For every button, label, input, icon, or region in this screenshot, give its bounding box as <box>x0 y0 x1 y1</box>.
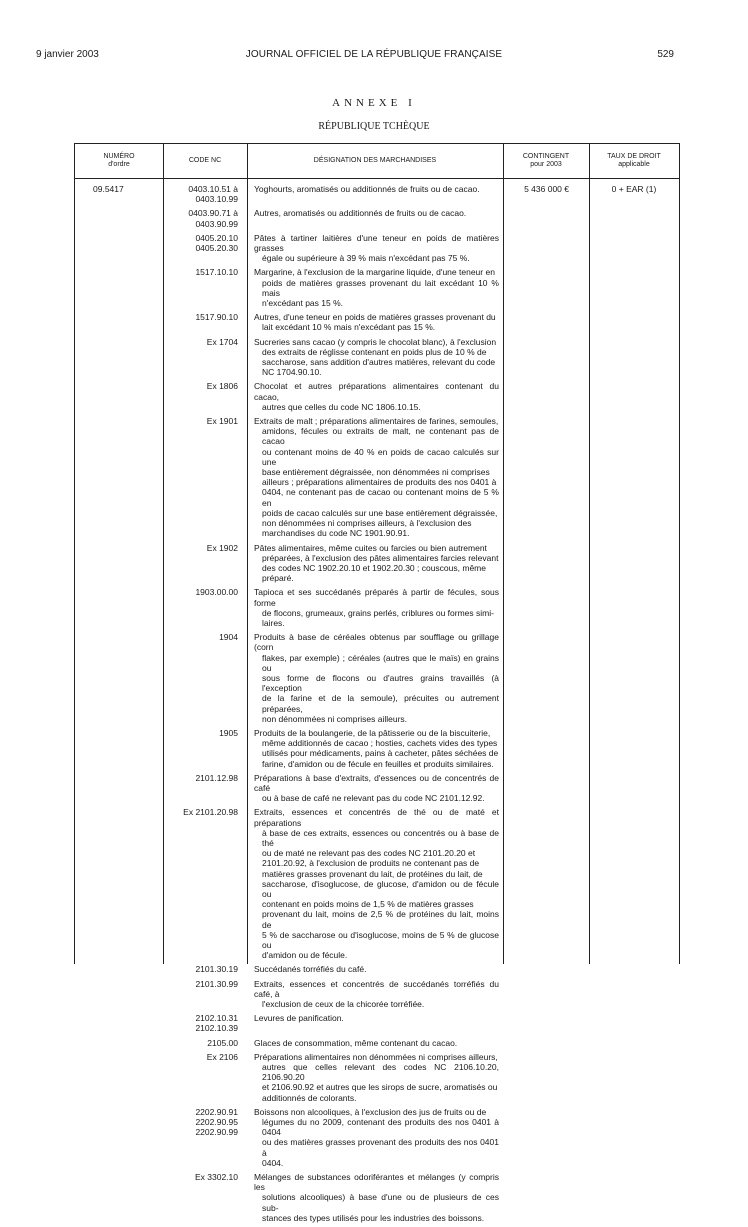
nc-code <box>163 773 247 804</box>
duty-rate <box>589 312 679 332</box>
column-header-numero: NUMÉRO d'ordre <box>103 153 135 168</box>
description-line: de la farine et de la semoule), précuites ou autrement préparées, <box>262 693 499 714</box>
nc-code <box>163 312 247 332</box>
duty-rate <box>589 381 679 412</box>
duty-rate <box>589 543 679 584</box>
table-row <box>75 184 679 204</box>
duty-rate <box>589 1013 679 1033</box>
order-number: 09.5417 <box>93 184 124 194</box>
order-number <box>75 807 163 960</box>
description-line: laires. <box>262 617 285 628</box>
description-line: Extraits, essences et concentrés de succédanés torréfiés du café, à <box>254 978 499 999</box>
description-line: 2101.20.92, à l'exclusion de produits ne contenant pas de <box>262 858 480 869</box>
nc-code <box>163 979 247 1010</box>
nc-code-line: 2101.30.19 <box>195 964 238 975</box>
quota-amount <box>503 381 589 412</box>
duty-rate <box>589 267 679 308</box>
order-number <box>75 543 163 584</box>
description-line: Glaces de consommation, même contenant du cacao. <box>254 1037 458 1048</box>
goods-description <box>247 728 503 769</box>
description-line: base entièrement dégraissée, non dénommées ni comprises <box>262 467 490 478</box>
description-line: Levures de panification. <box>254 1013 344 1024</box>
description-line: préparées, à l'exclusion des pâtes alimentaires farcies relevant <box>262 552 499 563</box>
duty-rate <box>589 587 679 628</box>
description-line: ou de maté ne relevant pas des codes NC 2101.20.20 et <box>262 848 476 859</box>
nc-code <box>163 728 247 769</box>
description-line: légumes du no 2009, contenant des produits des nos 0401 à 0404 <box>262 1117 499 1138</box>
goods-description <box>247 964 503 974</box>
goods-description <box>247 632 503 724</box>
nc-code <box>163 587 247 628</box>
description-line: poids de matières grasses provenant du lait excédant 10 % mais <box>262 277 499 298</box>
description-line: Mélanges de substances odoriférantes et mélanges (y compris les <box>254 1172 499 1193</box>
description-line: autres que celles du code NC 1806.10.15. <box>262 401 421 412</box>
nc-code-line: 2105.00 <box>207 1037 238 1048</box>
annexe-heading: ANNEXE I <box>332 97 416 109</box>
nc-code <box>163 337 247 378</box>
goods-description <box>247 381 503 412</box>
table-row <box>75 632 679 724</box>
nc-code-line: 1904 <box>219 632 238 643</box>
description-line: Tapioca et ses succédanés préparés à partir de fécules, sous forme <box>254 587 499 608</box>
description-line: non dénommées ni comprises ailleurs, à l'exclusion des <box>262 518 472 529</box>
nc-code-line: 0403.10.99 <box>195 194 238 205</box>
duty-rate <box>589 964 679 974</box>
nc-code-line: 2102.10.39 <box>195 1023 238 1034</box>
description-line: non dénommées ni comprises ailleurs. <box>262 713 408 724</box>
table-row <box>75 964 679 974</box>
quota-amount <box>503 267 589 308</box>
order-number <box>75 1013 163 1033</box>
page-number: 529 <box>657 49 674 60</box>
description-line: Succédanés torréfiés du café. <box>254 964 367 975</box>
description-line: Préparations à base d'extraits, d'essences ou de concentrés de café <box>254 772 499 793</box>
description-line: Autres, aromatisés ou additionnés de fruits ou de cacao. <box>254 208 467 219</box>
description-line: 0404, ne contenant pas de cacao ou contenant moins de 5 % en <box>262 487 499 508</box>
order-number <box>75 587 163 628</box>
quota-amount <box>503 587 589 628</box>
table-row <box>75 267 679 308</box>
description-line: stances des types utilisés pour les industries des boissons. <box>262 1212 485 1223</box>
description-line: Pâtes alimentaires, même cuites ou farcies ou bien autrement <box>254 542 487 553</box>
goods-description <box>247 1052 503 1103</box>
description-line: contenant en poids moins de 1,5 % de matières grasses <box>262 899 474 910</box>
description-line: d'amidon ou de fécule. <box>262 950 348 961</box>
quota-amount <box>503 979 589 1010</box>
table-row <box>75 1038 679 1048</box>
description-line: NC 1704.90.10. <box>262 367 322 378</box>
nc-code-line: Ex 1704 <box>206 336 238 347</box>
table-body <box>75 184 679 1227</box>
duty-rate <box>589 979 679 1010</box>
nc-code-line: Ex 3302.10 <box>194 1172 238 1183</box>
goods-description <box>247 1038 503 1048</box>
nc-code <box>163 184 247 204</box>
duty-rate <box>589 337 679 378</box>
header-date: 9 janvier 2003 <box>36 49 99 60</box>
description-line: farine, d'amidon ou de fécule en feuilles et produits similaires. <box>262 758 494 769</box>
description-line: 5 % de saccharose ou d'isoglucose, moins de 5 % de glucose ou <box>262 929 499 951</box>
nc-code-line: 2101.12.98 <box>195 772 238 783</box>
nc-code <box>163 807 247 960</box>
quota-amount <box>503 1107 589 1168</box>
goods-description <box>247 543 503 584</box>
quota-amount <box>503 337 589 378</box>
description-line: Chocolat et autres préparations alimentaires contenant du cacao, <box>254 381 499 402</box>
nc-code-line: 2202.90.99 <box>195 1127 238 1138</box>
goods-description <box>247 337 503 378</box>
goods-description <box>247 233 503 264</box>
table-row <box>75 1107 679 1168</box>
nc-code-line: 1905 <box>219 727 238 738</box>
description-line: des extraits de réglisse contenant en poids plus de 10 % de <box>262 346 487 357</box>
quota-amount <box>503 233 589 264</box>
order-number <box>75 773 163 804</box>
table-row <box>75 208 679 228</box>
goods-description <box>247 1172 503 1223</box>
quota-amount <box>503 1172 589 1223</box>
goods-description <box>247 587 503 628</box>
duty-rate <box>589 807 679 960</box>
nc-code <box>163 1013 247 1033</box>
table-row <box>75 773 679 804</box>
quota-amount <box>503 416 589 538</box>
nc-code-line: 0405.20.10 <box>195 232 238 243</box>
description-line: Pâtes à tartiner laitières d'une teneur en poids de matières grasses <box>254 232 499 254</box>
quota-amount <box>503 964 589 974</box>
journal-title: JOURNAL OFFICIEL DE LA RÉPUBLIQUE FRANÇAISE <box>245 49 503 60</box>
description-line: sous forme de flocons ou d'autres grains travaillés (à l'exception <box>262 672 499 694</box>
quota-amount <box>503 773 589 804</box>
nc-code-line: Ex 1902 <box>206 542 238 553</box>
quota-amount <box>503 1052 589 1103</box>
nc-code-line: Ex 2106 <box>206 1051 238 1062</box>
nc-code-line: 0403.10.51 à <box>188 184 238 194</box>
description-line: Margarine, à l'exclusion de la margarine liquide, d'une teneur en <box>254 267 495 278</box>
duty-rate: 0 + EAR (1) <box>611 184 657 194</box>
description-line: à base de ces extraits, essences ou concentrés ou à base de thé <box>262 827 499 848</box>
nc-code-line: Ex 1806 <box>206 381 238 392</box>
nc-code-line: 1903.00.00 <box>195 587 238 598</box>
nc-code-line: 0405.20.30 <box>195 243 238 254</box>
goods-description <box>247 1107 503 1168</box>
description-line: Sucreries sans cacao (y compris le chocolat blanc), à l'exclusion <box>254 336 497 347</box>
nc-code-line: 2202.90.95 <box>195 1117 238 1128</box>
description-line: Extraits de malt ; préparations alimentaires de farines, semoules, <box>254 416 499 427</box>
nc-code <box>163 964 247 974</box>
description-line: Préparations alimentaires non dénommées ni comprises ailleurs, <box>254 1051 498 1062</box>
table-row <box>75 979 679 1010</box>
quota-amount <box>503 208 589 228</box>
column-header-code: CODE NC <box>188 157 222 164</box>
nc-code-line: 2101.30.99 <box>195 978 238 989</box>
description-line: l'exclusion de ceux de la chicorée torréfiée. <box>262 999 425 1010</box>
column-header-taux: TAUX DE DROIT applicable <box>607 153 661 168</box>
quota-amount <box>503 728 589 769</box>
description-line: 0404. <box>262 1157 284 1168</box>
order-number <box>75 1107 163 1168</box>
goods-description <box>247 312 503 332</box>
table-row <box>75 587 679 628</box>
nc-code-line: 2202.90.91 <box>195 1106 238 1117</box>
description-line: Yoghourts, aromatisés ou additionnés de fruits ou de cacao. <box>254 184 480 194</box>
description-line: Produits à base de céréales obtenus par soufflage ou grillage (corn <box>254 632 499 653</box>
order-number <box>75 964 163 974</box>
column-header-contingent: CONTINGENT pour 2003 <box>522 153 570 168</box>
description-line: saccharose, d'isoglucose, de glucose, d'amidon ou de fécule ou <box>262 878 499 899</box>
duty-rate <box>589 416 679 538</box>
country-heading: RÉPUBLIQUE TCHÈQUE <box>318 121 430 132</box>
description-line: provenant du lait, moins de 2,5 % de protéines du lait, moins de <box>262 909 499 930</box>
description-line: solutions alcooliques) à base d'une ou de plusieurs de ces sub- <box>262 1192 499 1213</box>
duty-rate <box>589 728 679 769</box>
nc-code-line: 2102.10.31 <box>195 1013 238 1024</box>
quota-amount <box>503 1013 589 1033</box>
description-line: amidons, fécules ou extraits de malt, ne contenant pas de cacao <box>262 426 499 447</box>
order-number <box>75 728 163 769</box>
column-header-designation: DÉSIGNATION DES MARCHANDISES <box>313 157 437 164</box>
order-number <box>75 1172 163 1223</box>
description-line: ou des matières grasses provenant des produits des nos 0401 à <box>262 1137 499 1158</box>
duty-rate <box>589 632 679 724</box>
description-line: Extraits, essences et concentrés de thé ou de maté et préparations <box>254 807 499 828</box>
nc-code <box>163 208 247 228</box>
nc-code <box>163 543 247 584</box>
table-row <box>75 543 679 584</box>
quota-amount <box>503 807 589 960</box>
nc-code-line: 0403.90.71 à <box>188 208 238 219</box>
description-line: et 2106.90.92 et autres que les sirops de sucre, aromatisés ou <box>262 1082 498 1093</box>
goods-description <box>247 416 503 538</box>
order-number <box>75 312 163 332</box>
table-row <box>75 1172 679 1223</box>
goods-description <box>247 267 503 308</box>
nc-code <box>163 381 247 412</box>
description-line: ailleurs ; préparations alimentaires de produits des nos 0401 à <box>262 477 497 488</box>
goods-description <box>247 807 503 960</box>
quota-amount <box>503 1038 589 1048</box>
header-divider <box>75 178 679 179</box>
goods-description <box>247 208 503 228</box>
nc-code-line: Ex 1901 <box>206 416 238 427</box>
description-line: Produits de la boulangerie, de la pâtisserie ou de la biscuiterie, <box>254 727 491 738</box>
nc-code-line: Ex 2101.20.98 <box>183 807 238 818</box>
table-row <box>75 233 679 264</box>
table-row <box>75 728 679 769</box>
description-line: Boissons non alcooliques, à l'exclusion des jus de fruits ou de <box>254 1106 487 1117</box>
duty-rate <box>589 1052 679 1103</box>
description-line: même additionnés de cacao ; hosties, cachets vides des types <box>262 738 498 749</box>
nc-code-line: 0403.90.99 <box>195 218 238 229</box>
description-line: égale ou supérieure à 39 % mais n'excédant pas 75 %. <box>262 253 470 264</box>
order-number <box>75 381 163 412</box>
goods-description <box>247 979 503 1010</box>
order-number <box>75 632 163 724</box>
nc-code <box>163 1172 247 1223</box>
duty-rate <box>589 1172 679 1223</box>
nc-code <box>163 416 247 538</box>
duty-rate <box>589 208 679 228</box>
nc-code-line: 1517.10.10 <box>195 267 238 278</box>
duty-rate <box>589 773 679 804</box>
description-line: poids de cacao calculés sur une base entièrement dégraissée, <box>262 507 498 518</box>
duty-rate <box>589 1038 679 1048</box>
description-line: marchandises du code NC 1901.90.91. <box>262 528 410 539</box>
table-row <box>75 381 679 412</box>
description-line: des codes NC 1902.20.10 et 1902.20.30 ; couscous, même <box>262 562 486 573</box>
nc-code <box>163 233 247 264</box>
description-line: n'excédant pas 15 %. <box>262 298 344 309</box>
table-row <box>75 337 679 378</box>
table-row <box>75 1052 679 1103</box>
duty-rate <box>589 1107 679 1168</box>
description-line: autres que celles relevant des codes NC 2106.10.20, 2106.90.20 <box>262 1062 499 1083</box>
goods-description <box>247 773 503 804</box>
description-line: saccharose, sans addition d'autres matières, relevant du code <box>262 357 496 368</box>
description-line: préparé. <box>262 573 294 584</box>
table-row <box>75 312 679 332</box>
nc-code-line: 1517.90.10 <box>195 312 238 323</box>
order-number <box>75 233 163 264</box>
order-number <box>75 1052 163 1103</box>
tariff-table <box>74 143 680 1223</box>
description-line: matières grasses provenant du lait, de protéines du lait, de <box>262 868 483 879</box>
order-number <box>75 267 163 308</box>
goods-description <box>247 1013 503 1033</box>
description-line: flakes, par exemple) ; céréales (autres que le maïs) en grains ou <box>262 652 499 673</box>
order-number <box>75 1038 163 1048</box>
table-row <box>75 416 679 538</box>
description-line: ou contenant moins de 40 % en poids de cacao calculés sur une <box>262 446 499 467</box>
description-line: Autres, d'une teneur en poids de matières grasses provenant du <box>254 312 496 323</box>
order-number <box>75 979 163 1010</box>
quota-amount <box>503 312 589 332</box>
description-line: utilisés pour médicaments, pains à cacheter, pâtes séchées de <box>262 748 499 759</box>
duty-rate <box>589 233 679 264</box>
nc-code <box>163 1107 247 1168</box>
order-number <box>75 208 163 228</box>
nc-code <box>163 1052 247 1103</box>
nc-code <box>163 632 247 724</box>
quota-amount <box>503 632 589 724</box>
goods-description <box>247 184 503 204</box>
table-row <box>75 1013 679 1033</box>
order-number <box>75 337 163 378</box>
table-row <box>75 807 679 960</box>
order-number <box>75 416 163 538</box>
description-line: ou à base de café ne relevant pas du code NC 2101.12.92. <box>262 793 485 804</box>
quota-amount <box>503 543 589 584</box>
description-line: lait excédant 10 % mais n'excédant pas 15 %. <box>262 322 436 333</box>
description-line: additionnés de colorants. <box>262 1092 357 1103</box>
quota-amount: 5 436 000 € <box>524 184 569 194</box>
nc-code <box>163 267 247 308</box>
nc-code <box>163 1038 247 1048</box>
description-line: de flocons, grumeaux, grains perlés, criblures ou formes simi- <box>262 607 494 618</box>
